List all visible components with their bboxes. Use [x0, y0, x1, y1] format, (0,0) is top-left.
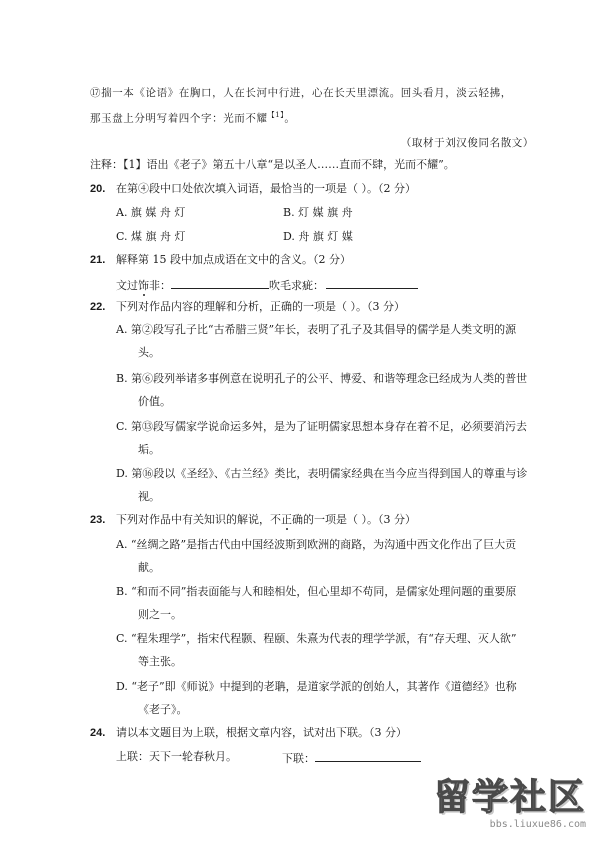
q21-item-2-label: 吹毛求疵：: [269, 279, 324, 292]
q23-option-c-line-2: 等主张。: [138, 655, 182, 668]
q22-stem: 下列对作品内容的理解和分析，正确的一项是（ ）。（3 分）: [116, 300, 405, 313]
q20-option-a: A. 旗 媒 舟 灯: [116, 206, 186, 219]
q23-stem-part-1: 下列对作品中有关知识的解说，: [116, 513, 270, 526]
q23-option-a-line-2: 献。: [138, 561, 160, 574]
footnote: 注释：【1】语出《老子》第五十八章“是以圣人……直而不肆，光而不耀”。: [90, 158, 455, 171]
q24-upper-couplet: 上联：天下一轮春秋月。: [116, 750, 237, 763]
q21-items: [116, 277, 418, 293]
q22-option-b-line-1: B. 第⑥段列举诸多事例意在说明孔子的公平、博爱、和谐等理念已经成为人类的普世: [116, 372, 528, 385]
q22-option-b-line-2: 价值。: [138, 395, 171, 408]
passage-source: （取材于刘汉俊同名散文）: [400, 137, 534, 149]
q22-number: 22.: [90, 301, 106, 313]
q24-number: 24.: [90, 727, 106, 739]
q21-item-1-label: 文过饰非：: [116, 279, 171, 292]
q23-option-b-line-2: 则之一。: [138, 608, 182, 621]
q24-lower-couplet: [282, 750, 421, 766]
q21-number: 21.: [90, 254, 106, 266]
q24-answer-line[interactable]: [315, 750, 421, 762]
q21-stem: 解释第 15 段中加点成语在文中的含义。（2 分）: [116, 253, 351, 266]
passage-line-1: ⑰揣一本《论语》在胸口，人在长河中行进，心在长天里漂流。回头看月，淡云轻拂，: [90, 87, 512, 99]
q22-option-a-line-2: 头。: [138, 346, 160, 359]
q21-answer-line-1[interactable]: [171, 277, 269, 289]
q23-number: 23.: [90, 514, 106, 526]
q23-option-a-line-1: A. “丝绸之路”是指古代由中国经波斯到欧洲的商路，为沟通中西文化作出了巨大贡: [116, 538, 517, 551]
q21-answer-line-2[interactable]: [326, 277, 418, 289]
footnote-marker: 【1】: [267, 111, 285, 119]
q20-number: 20.: [90, 183, 106, 195]
site-watermark: [434, 778, 586, 830]
q20-option-c: C. 煤 旗 舟 灯: [116, 230, 186, 243]
q23-option-d-line-1: D. “老子”即《师说》中提到的老聃，是道家学派的创始人，其著作《道德经》也称: [116, 680, 517, 693]
q20-stem: 在第④段中口处依次填入词语，最恰当的一项是（ ）。（2 分）: [116, 182, 416, 195]
watermark-url: bbs.liuxue86.com: [489, 819, 586, 830]
q22-option-c-line-1: C. 第⑬段写儒家学说命运多舛，是为了证明儒家思想本身存在着不足，必须要消污去: [116, 420, 528, 433]
passage-line-2-text: 那玉盘上分明写着四个字：光而不耀: [90, 112, 268, 125]
q22-option-a-line-1: A. 第②段写孔子比“古希腊三贤”年长，表明了孔子及其倡导的儒学是人类文明的源: [116, 323, 517, 336]
q23-option-b-line-1: B. “和而不同”指表面能与人和睦相处，但心里却不苟同，是儒家处理问题的重要原: [116, 585, 517, 598]
q22-option-c-line-2: 垢。: [138, 443, 160, 456]
q20-option-b: B. 灯 媒 旗 舟: [283, 206, 353, 219]
q23-stem-part-3: 的一项是（ ）。（3 分）: [303, 513, 416, 526]
q23-stem: [116, 513, 416, 527]
q22-option-d-line-2: 视。: [138, 490, 160, 503]
passage-line-2: [90, 108, 295, 126]
q23-option-d-line-2: 《老子》。: [138, 703, 188, 716]
q23-option-c-line-1: C. “程朱理学”，指宋代程颢、程颐、朱熹为代表的理学学派，有“存天理、灭人欲”: [116, 632, 517, 645]
q22-option-d-line-1: D. 第⑯段以《圣经》、《古兰经》类比，表明儒家经典在当今应当得到国人的尊重与诊: [116, 467, 528, 480]
watermark-logo: 留学社区: [433, 777, 586, 818]
q24-lower-label: 下联：: [282, 752, 315, 765]
q24-stem: 请以本文题目为上联，根据文章内容，试对出下联。（3 分）: [116, 726, 407, 739]
q23-stem-emphasis: 不正确: [270, 513, 303, 526]
q20-option-d: D. 舟 旗 灯 媒: [283, 230, 353, 243]
passage-line-2-end: 。: [284, 112, 296, 125]
